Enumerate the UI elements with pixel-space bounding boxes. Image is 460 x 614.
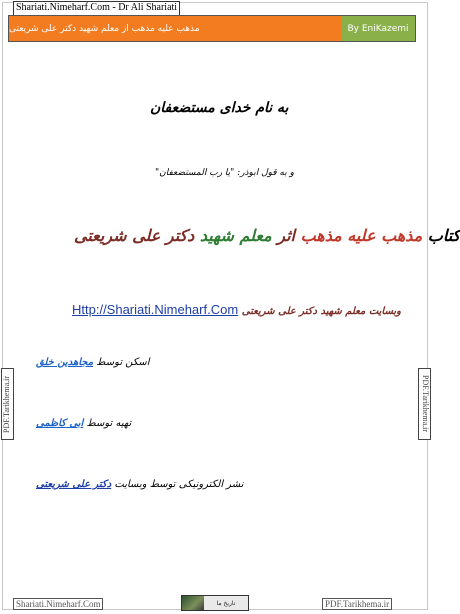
credit-prepared-label: تهیه توسط	[86, 418, 132, 429]
footer-logo-image	[182, 596, 204, 610]
book-author: دکتر علی شریعتی	[74, 226, 195, 245]
side-watermark-right[interactable]: PDF.Tarikhema.ir	[418, 368, 431, 440]
credit-scan-name[interactable]: مجاهدین خلق	[36, 357, 94, 368]
top-site-label[interactable]: Shariati.Nimeharf.Com - Dr Ali Shariati	[13, 1, 180, 16]
credit-scan-label: اسکن توسط	[96, 357, 150, 368]
website-label: وبسایت معلم شهید دکتر علی شریعتی	[241, 306, 402, 317]
credit-publish-label: نشر الکترونیکی توسط وبسایت	[114, 479, 244, 490]
by-word: اثر	[277, 226, 295, 245]
header-by-label: By EniKazemi	[341, 16, 415, 41]
website-line	[72, 302, 401, 317]
abuzar-quote: و به قول ابوذر: "یا رب المستضعفان"	[155, 168, 294, 178]
name-of-god-heading: به نام خدای مستضعفان	[150, 100, 289, 116]
credit-publish	[36, 479, 244, 490]
credit-publish-name[interactable]: دکتر علی شریعتی	[36, 479, 112, 490]
header-title: مذهب علیه مذهب از معلم شهید دکتر علی شریعتی	[9, 16, 341, 41]
book-word: کتاب	[427, 226, 460, 245]
footer-pdf-link[interactable]: PDF.Tarikhema.ir	[322, 598, 392, 610]
footer-logo-text: تاریخ ما	[216, 599, 236, 607]
credit-prepared	[36, 418, 131, 429]
header-bar	[8, 15, 416, 42]
website-link[interactable]: Http://Shariati.Nimeharf.Com	[72, 302, 239, 317]
book-title-line	[74, 226, 460, 245]
credit-prepared-name[interactable]: ابی کاظمی	[36, 418, 84, 429]
side-watermark-left[interactable]: PDF.Tarikhema.ir	[1, 368, 14, 440]
credit-scan	[36, 357, 150, 368]
book-title: مذهب علیه مذهب	[300, 226, 423, 245]
footer-site-link[interactable]: Shariati.Nimeharf.Com	[13, 598, 103, 610]
martyr-teacher: معلم شهید	[199, 226, 272, 245]
footer-logo[interactable]	[181, 595, 249, 611]
